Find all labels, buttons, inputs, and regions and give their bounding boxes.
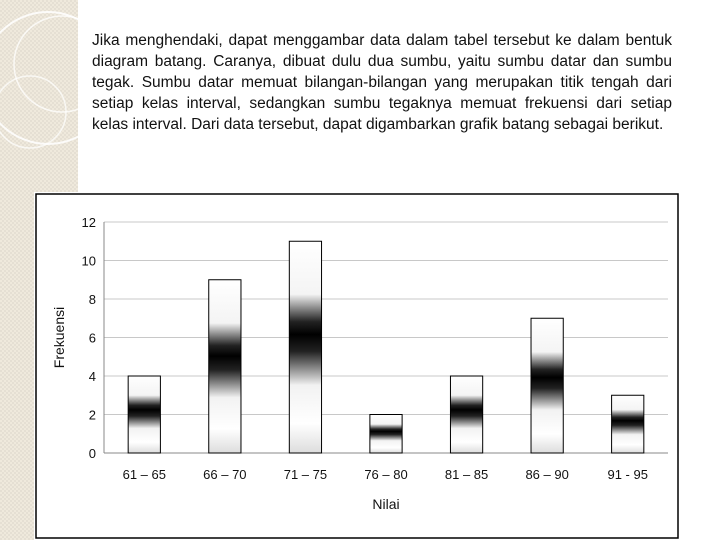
y-tick-label: 4 <box>88 369 96 384</box>
x-tick-label: 91 - 95 <box>607 467 648 482</box>
x-tick-label: 81 – 85 <box>444 467 489 482</box>
y-axis-label: Frekuensi <box>51 306 67 369</box>
chart-border <box>36 194 678 538</box>
bar <box>612 395 644 453</box>
y-tick-label: 12 <box>81 215 96 230</box>
x-tick-label: 86 – 90 <box>525 467 569 482</box>
x-axis-label: Nilai <box>372 496 400 512</box>
y-tick-label: 8 <box>88 292 96 307</box>
bar <box>128 376 160 453</box>
y-tick-label: 2 <box>88 407 96 423</box>
y-tick-label: 0 <box>88 446 96 461</box>
y-tick-label: 6 <box>88 330 96 346</box>
bar <box>289 241 321 453</box>
body-paragraph: Jika menghendaki, dapat menggambar data dalam tabel tersebut ke dalam bentuk diagram batang. Caranya, dibuat dulu dua sumbu, yaitu sumbu datar dan sumbu tegak. Sumbu datar memuat bilangan-bilangan yang merupakan titik tengah dari setiap kelas interval, sedangkan sumbu tegaknya memuat frekuensi dari setiap kelas interval. Dari data tersebut, dapat digambarkan grafik batang sebagai berikut. <box>92 32 672 133</box>
bar-chart <box>34 192 682 540</box>
y-tick-label: 10 <box>81 253 96 269</box>
x-tick-label: 76 – 80 <box>364 467 408 482</box>
bar-chart-svg <box>34 192 682 540</box>
x-tick-label: 71 – 75 <box>283 467 328 482</box>
bar <box>450 376 482 453</box>
bar <box>370 415 402 454</box>
x-tick-label: 66 – 70 <box>203 467 247 482</box>
x-tick-label: 61 – 65 <box>122 467 166 482</box>
bar <box>531 318 563 453</box>
bar <box>209 280 241 453</box>
